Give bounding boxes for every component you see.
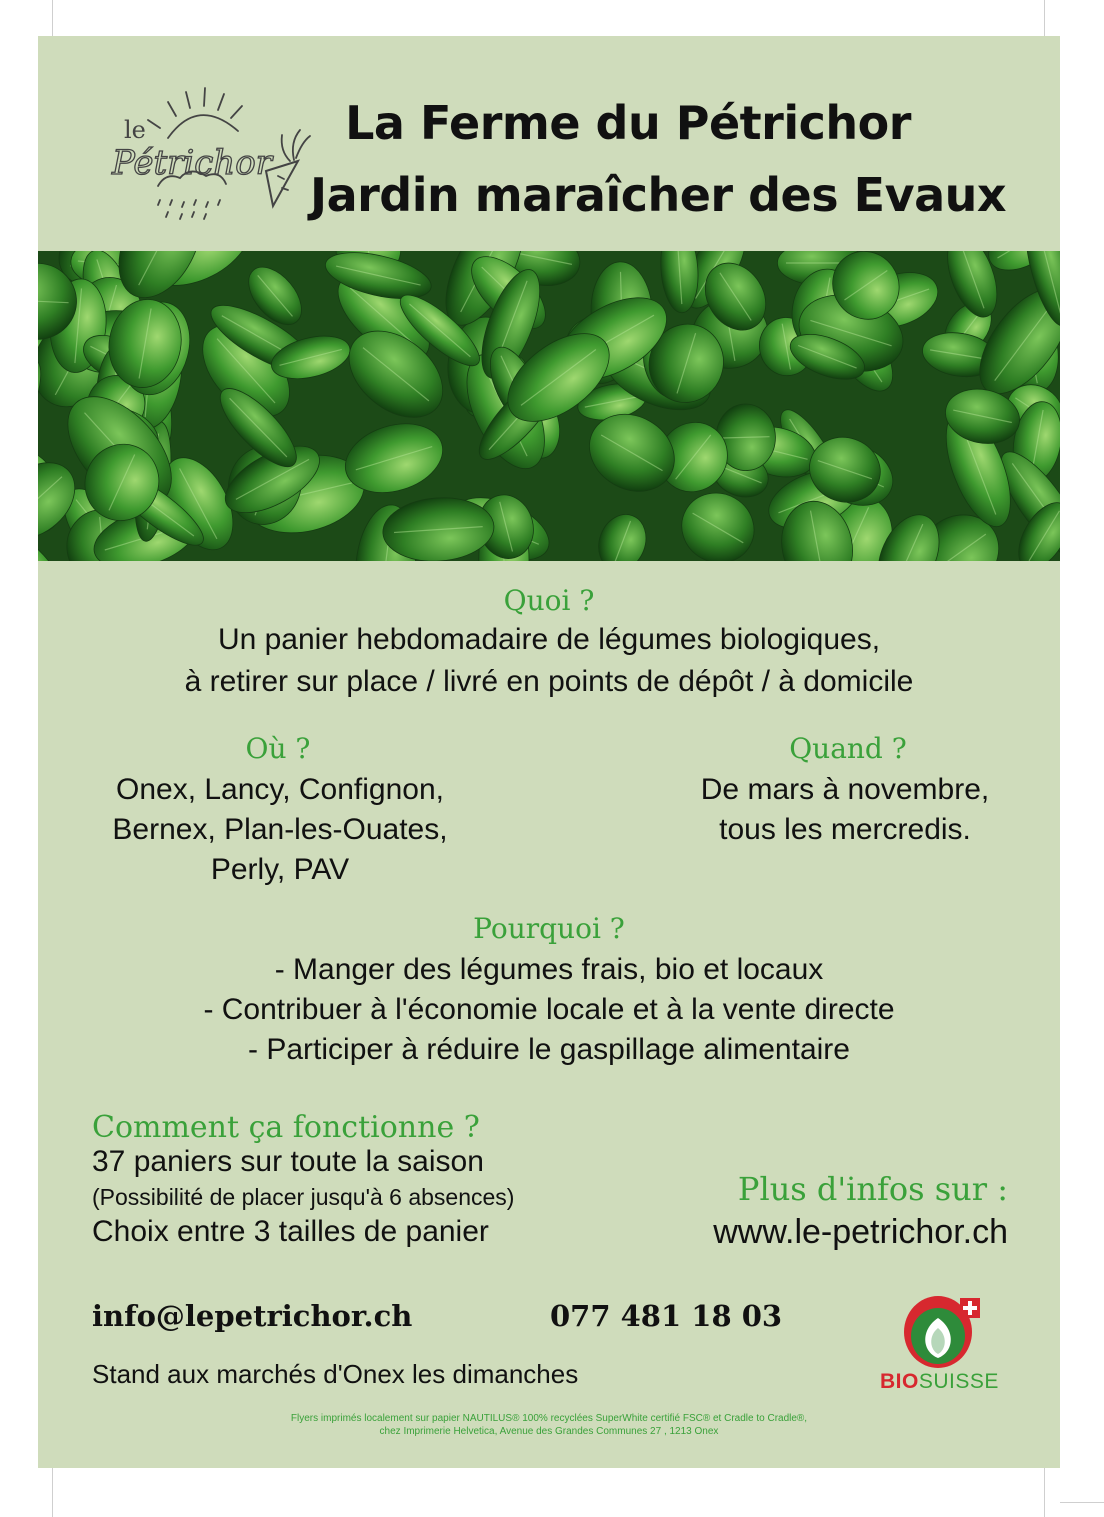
market-stand: Stand aux marchés d'Onex les dimanches — [92, 1359, 579, 1389]
svg-text:le: le — [124, 116, 146, 144]
title-line-2: Jardin maraîcher des Evaux — [309, 168, 1007, 222]
print-note-line-2: chez Imprimerie Helvetica, Avenue des Grandes Communes 27 , 1213 Onex — [379, 1426, 719, 1437]
crop-mark — [52, 1468, 53, 1517]
comment-line-2: (Possibilité de placer jusqu'à 6 absences) — [92, 1184, 515, 1210]
quoi-heading: Quoi ? — [503, 584, 595, 617]
pourquoi-heading: Pourquoi ? — [473, 912, 625, 945]
quoi-line-1: Un panier hebdomadaire de légumes biologiques, — [217, 623, 881, 656]
title-line-1: La Ferme du Pétrichor — [345, 96, 911, 150]
crop-mark — [1044, 1468, 1045, 1517]
suisse-label: SUISSE — [918, 1370, 999, 1393]
crop-mark — [1044, 0, 1045, 36]
flyer — [38, 36, 1060, 1468]
ou-line-1: Onex, Lancy, Confignon, — [116, 773, 444, 806]
flyer-header — [38, 36, 1060, 251]
crop-mark — [1060, 1502, 1104, 1503]
ou-heading: Où ? — [245, 732, 311, 765]
comment-heading: Comment ça fonctionne ? — [92, 1110, 480, 1145]
website-link[interactable]: www.le-petrichor.ch — [713, 1213, 1008, 1251]
ou-line-3: Perly, PAV — [210, 853, 350, 886]
email-link[interactable]: info@lepetrichor.ch — [92, 1299, 413, 1333]
svg-text:Pétrichor: Pétrichor — [112, 143, 272, 183]
phone-number: 077 481 18 03 — [550, 1299, 783, 1333]
quand-heading: Quand ? — [789, 732, 907, 765]
comment-line-1: 37 paniers sur toute la saison — [92, 1145, 484, 1178]
quand-line-2: tous les mercredis. — [719, 813, 971, 846]
ou-line-2: Bernex, Plan-les-Ouates, — [112, 813, 448, 846]
pourquoi-item-1: - Manger des légumes frais, bio et locaux — [274, 953, 824, 986]
pourquoi-item-2: - Contribuer à l'économie locale et à la vente directe — [203, 993, 895, 1026]
infos-heading: Plus d'infos sur : — [737, 1170, 1008, 1208]
lambs-lettuce-photo — [38, 251, 1060, 561]
biosuisse-logo — [876, 1294, 1011, 1399]
pourquoi-item-3: - Participer à réduire le gaspillage alimentaire — [248, 1033, 850, 1066]
quand-line-1: De mars à novembre, — [700, 773, 990, 806]
quoi-line-2: à retirer sur place / livré en points de dépôt / à domicile — [184, 665, 914, 698]
comment-line-3: Choix entre 3 tailles de panier — [92, 1215, 489, 1248]
crop-mark — [52, 0, 53, 36]
print-note-line-1: Flyers imprimés localement sur papier NAUTILUS® 100% recyclées SuperWhite certifié FSC® et Cradle to Cradle®, — [290, 1413, 808, 1424]
bio-label: BIO — [880, 1370, 919, 1393]
